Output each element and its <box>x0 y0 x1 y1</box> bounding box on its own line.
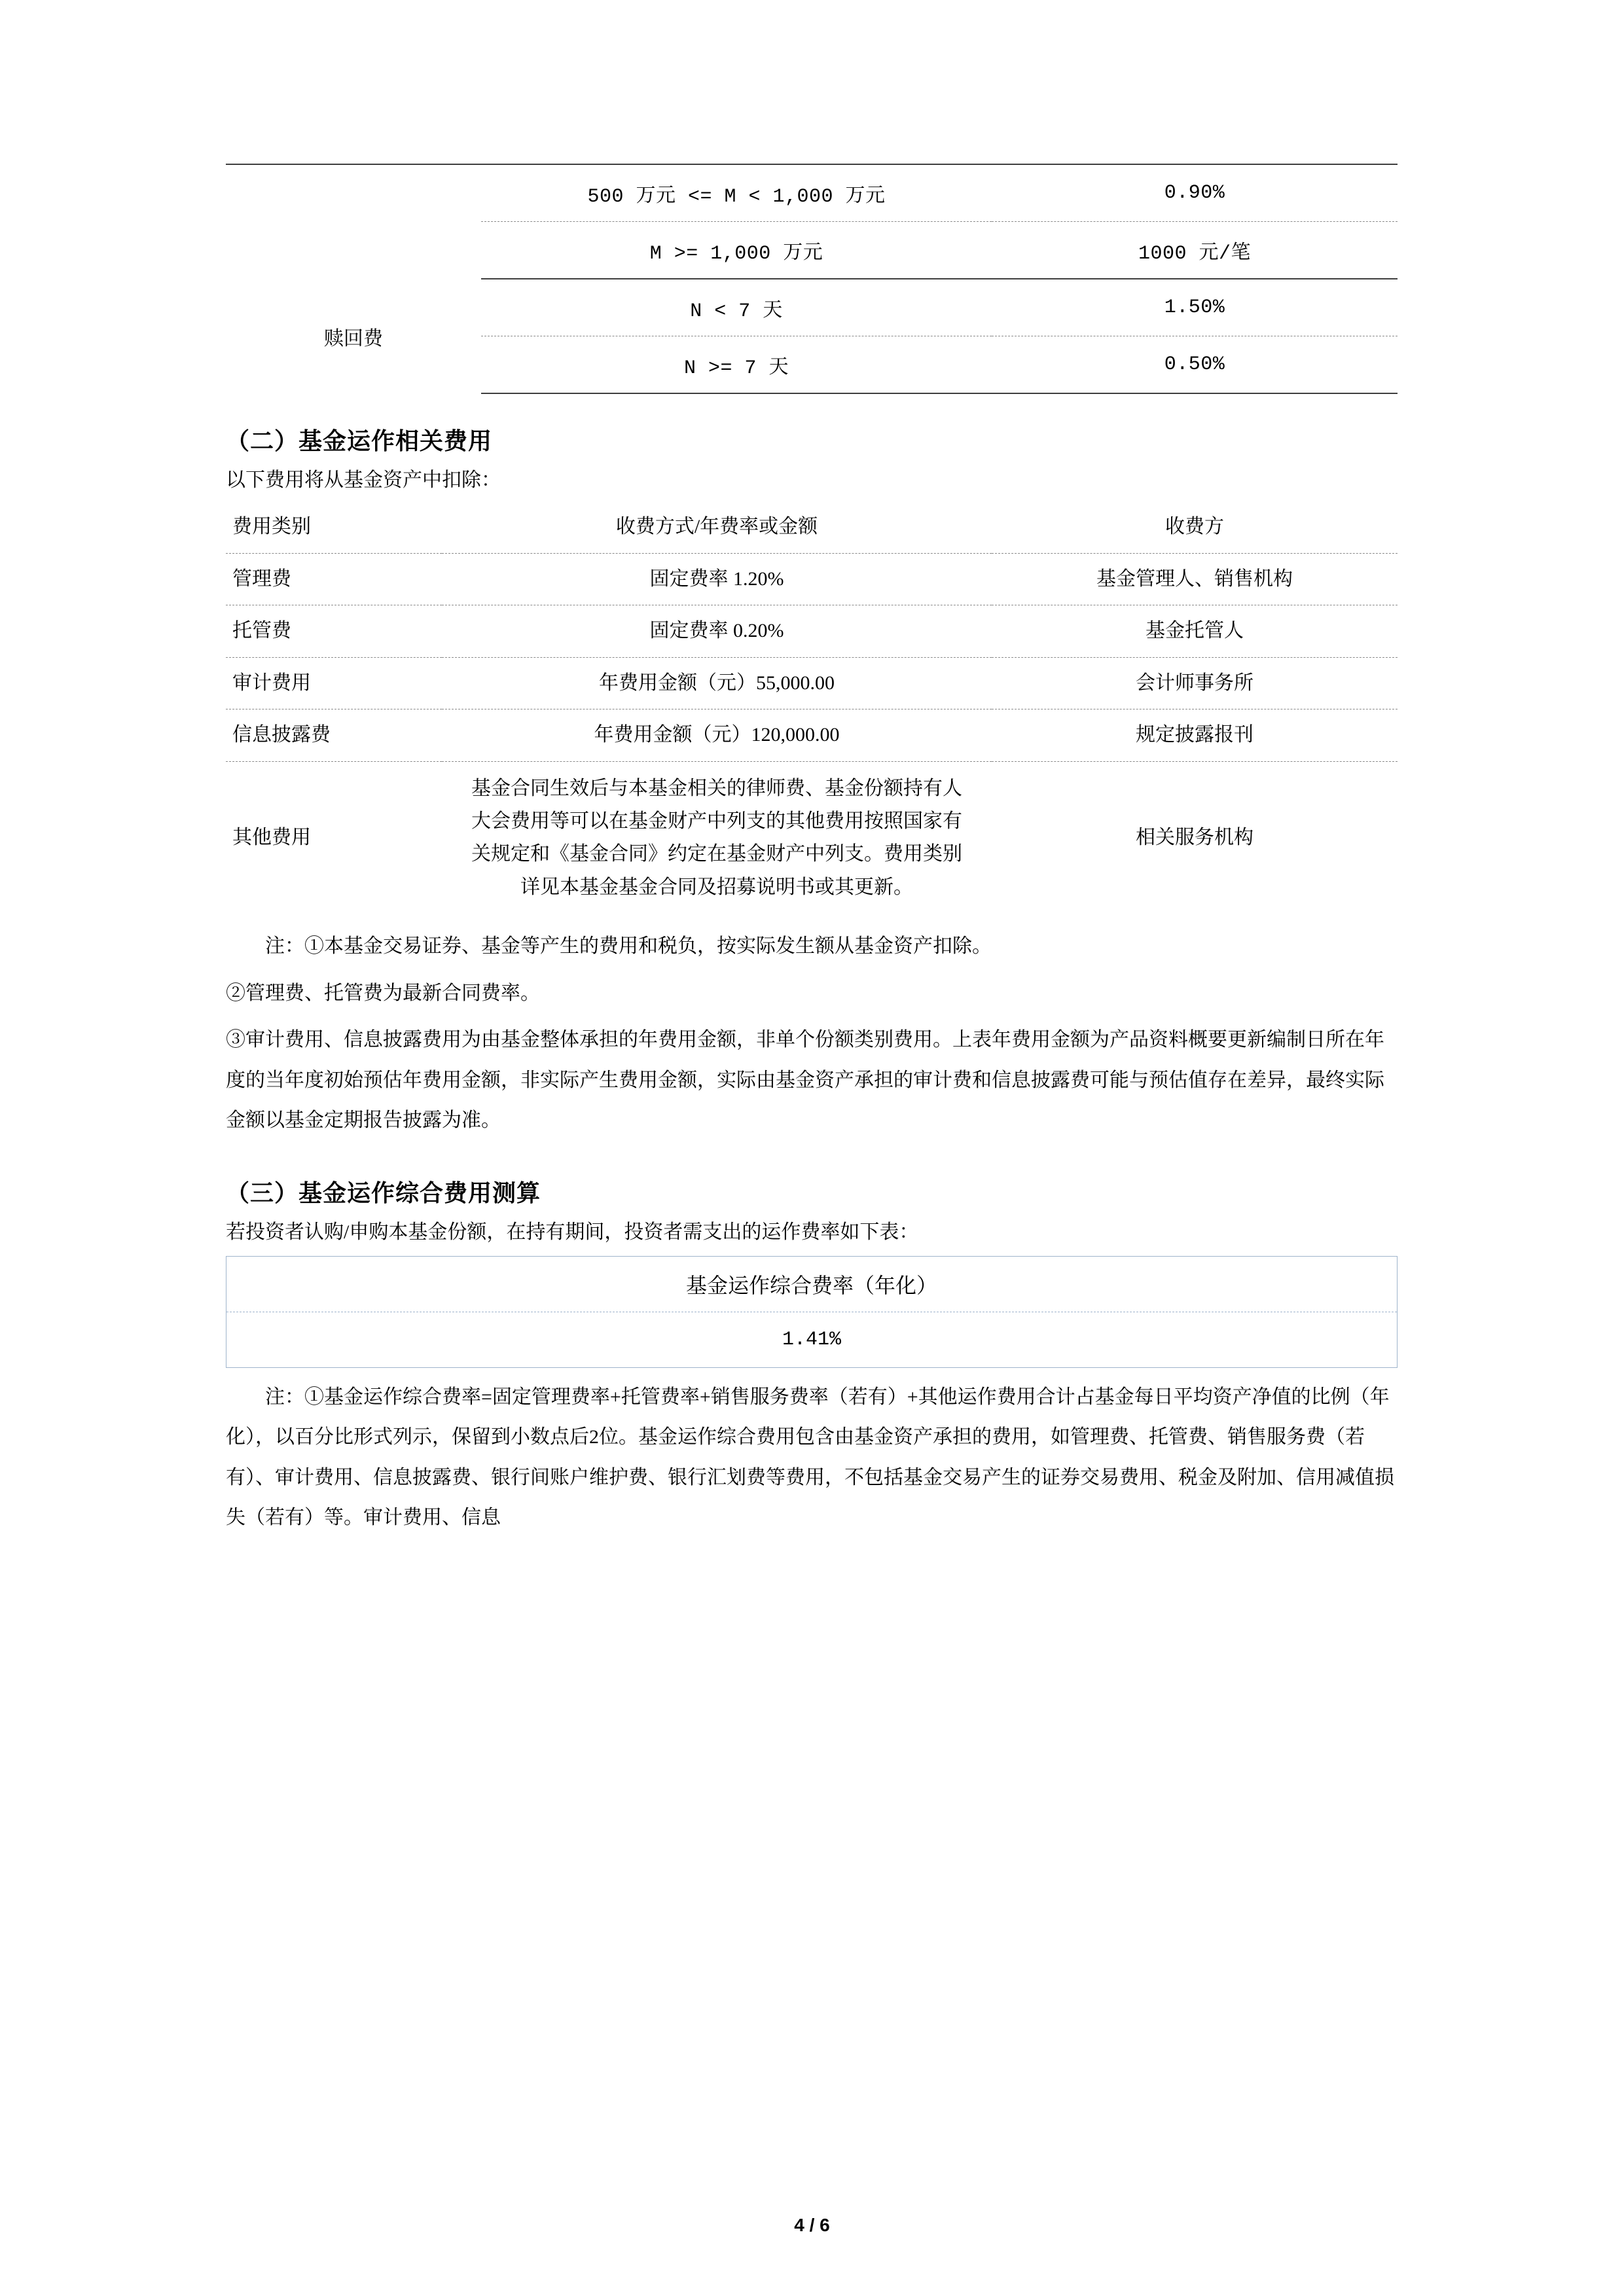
col-header-detail: 收费方式/年费率或金额 <box>442 501 992 553</box>
section-three-note: 注：①基金运作综合费率=固定管理费率+托管费率+销售服务费率（若有）+其他运作费用合计占基金每日平均资产净值的比例（年化），以百分比形式列示，保留到小数点后2位。基金运作综合费用包含由基金资产承担的费用，如管理费、托管费、销售服务费（若有）、审计费用、信息披露费、银行间账户维护费、银行汇划费等费用，不包括基金交易产生的证券交易费用、税金及附加、信用减值损失（若有）等。审计费用、信息 <box>226 1386 1394 1529</box>
fee-category-cell <box>226 164 481 279</box>
table-row <box>226 761 1398 914</box>
fee-detail-cell: 基金合同生效后与本基金相关的律师费、基金份额持有人大会费用等可以在基金财产中列支的其他费用按照国家有关规定和《基金合同》约定在基金财产中列支。费用类别详见本基金基金合同及招募说明书或其更新。 <box>471 777 962 898</box>
fee-rate-cell: 0.50% <box>992 336 1398 394</box>
fee-category-cell: 审计费用 <box>226 657 442 709</box>
fee-payee-cell: 相关服务机构 <box>1136 827 1254 849</box>
section-heading-two: （二）基金运作相关费用 <box>226 427 493 454</box>
table-row <box>226 279 1398 336</box>
fee-detail-cell: 年费用金额（元）120,000.00 <box>442 709 992 762</box>
note-item: ③审计费用、信息披露费用为由基金整体承担的年费用金额，非单个份额类别费用。上表年费用金额为产品资料概要更新编制日所在年度的当年度初始预估年费用金额，非实际产生费用金额，实际由基金资产承担的审计费和信息披露费可能与预估值存在差异，最终实际金额以基金定期报告披露为准。 <box>226 1029 1384 1132</box>
table-header-row <box>226 501 1398 553</box>
fee-tier-cell: N < 7 天 <box>481 279 992 336</box>
redemption-fee-label: 赎回费 <box>324 327 383 350</box>
table-row <box>226 164 1398 222</box>
fee-category-cell: 托管费 <box>226 605 442 658</box>
fee-payee-cell: 基金管理人、销售机构 <box>992 553 1398 605</box>
fee-payee-cell: 会计师事务所 <box>992 657 1398 709</box>
table-row <box>226 1312 1398 1367</box>
table-row <box>226 605 1398 658</box>
page-number: 4 / 6 <box>794 2215 830 2235</box>
fee-table-continued <box>226 164 1398 394</box>
fee-detail-cell: 固定费率 1.20% <box>442 553 992 605</box>
fee-category-cell: 信息披露费 <box>226 709 442 762</box>
section-three-lead: 若投资者认购/申购本基金份额，在持有期间，投资者需支出的运作费率如下表： <box>226 1221 919 1243</box>
section-two-lead: 以下费用将从基金资产中扣除： <box>226 469 501 491</box>
note-item: ②管理费、托管费为最新合同费率。 <box>226 982 540 1004</box>
table-row <box>226 709 1398 762</box>
section-heading-three: （三）基金运作综合费用测算 <box>226 1179 541 1206</box>
table-row <box>226 553 1398 605</box>
col-header-payee: 收费方 <box>992 501 1398 553</box>
fee-payee-cell: 规定披露报刊 <box>992 709 1398 762</box>
table-header-row <box>226 1256 1398 1312</box>
fee-tier-cell: M >= 1,000 万元 <box>481 222 992 279</box>
col-header-category: 费用类别 <box>226 501 442 553</box>
fee-tier-cell: N >= 7 天 <box>481 336 992 394</box>
fee-payee-cell: 基金托管人 <box>992 605 1398 658</box>
section-two-notes <box>226 926 1398 1141</box>
note-item: 注：①本基金交易证券、基金等产生的费用和税负，按实际发生额从基金资产扣除。 <box>265 935 992 958</box>
rate-table-header: 基金运作综合费率（年化） <box>226 1256 1398 1312</box>
fee-detail-cell: 固定费率 0.20% <box>442 605 992 658</box>
fee-category-cell: 其他费用 <box>232 827 311 849</box>
page-content <box>226 164 1398 1538</box>
fee-detail-cell: 年费用金额（元）55,000.00 <box>442 657 992 709</box>
fee-category-cell: 管理费 <box>226 553 442 605</box>
fee-rate-cell: 1000 元/笔 <box>992 222 1398 279</box>
operation-fee-table <box>226 501 1398 914</box>
table-row <box>226 657 1398 709</box>
comprehensive-rate-table <box>226 1256 1398 1368</box>
rate-table-value: 1.41% <box>782 1328 841 1351</box>
fee-tier-cell: 500 万元 <= M < 1,000 万元 <box>481 164 992 222</box>
fee-rate-cell: 1.50% <box>992 279 1398 336</box>
fee-rate-cell: 0.90% <box>992 164 1398 222</box>
